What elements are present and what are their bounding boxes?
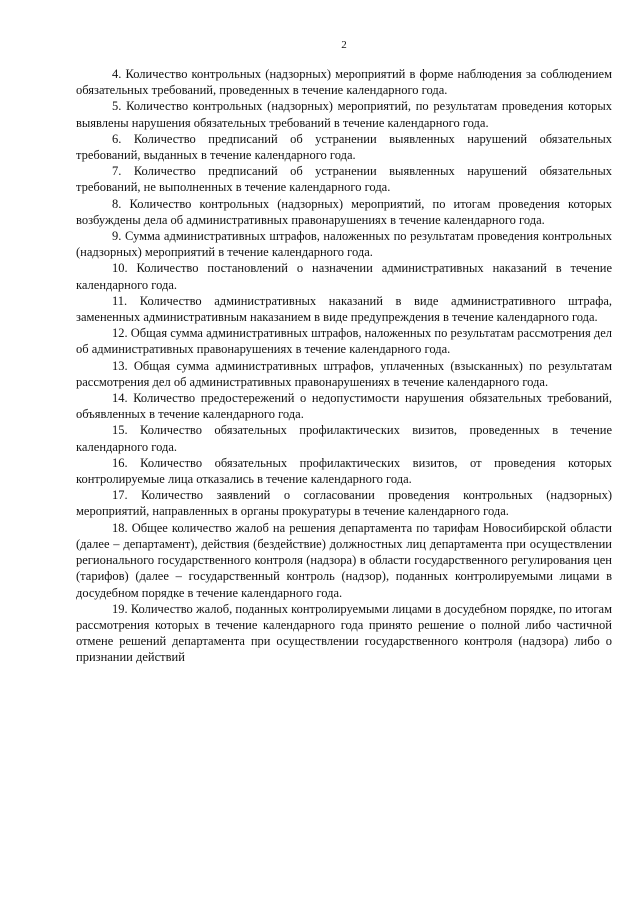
paragraph-item-14: 14. Количество предостережений о недопустимости нарушения обязательных требований, объявленных в течение календарного года. [76,391,612,422]
paragraph-item-17: 17. Количество заявлений о согласовании проведения контрольных (надзорных) мероприятий, направленных в органы прокуратуры в течение календарного года. [76,488,612,519]
paragraph-item-8: 8. Количество контрольных (надзорных) мероприятий, по итогам проведения которых возбуждены дела об административных правонарушениях в течение календарного года. [76,196,612,227]
paragraph-item-7: 7. Количество предписаний об устранении выявленных нарушений обязательных требований, не выполненных в течение календарного года. [76,164,612,195]
paragraph-item-4: 4. Количество контрольных (надзорных) мероприятий в форме наблюдения за соблюдением обязательных требований, проведенных в течение календарного года. [76,67,612,98]
paragraph-item-18: 18. Общее количество жалоб на решения департамента по тарифам Новосибирской области (далее – департамент), действия (бездействие) должностных лиц департамента при осуществлении регионального государственного контроля (надзора) в области государственного регулирования цен (тарифов) (далее – государственный контроль (надзор), поданных контролируемыми лицами в досудебном порядке в течение календарного года. [76,520,612,600]
paragraph-item-12: 12. Общая сумма административных штрафов, наложенных по результатам рассмотрения дел об административных правонарушениях в течение календарного года. [76,326,612,357]
paragraph-item-9: 9. Сумма административных штрафов, наложенных по результатам проведения контрольных (надзорных) мероприятий в течение календарного года. [76,229,612,260]
paragraph-item-15: 15. Количество обязательных профилактических визитов, проведенных в течение календарного года. [76,423,612,454]
paragraph-item-10: 10. Количество постановлений о назначении административных наказаний в течение календарного года. [76,261,612,292]
paragraph-item-16: 16. Количество обязательных профилактических визитов, от проведения которых контролируемые лица отказались в течение календарного года. [76,455,612,487]
paragraph-item-5: 5. Количество контрольных (надзорных) мероприятий, по результатам проведения которых выявлены нарушения обязательных требований в течение календарного года. [76,99,612,130]
paragraph-item-13: 13. Общая сумма административных штрафов, уплаченных (взысканных) по результатам рассмотрения дел об административных правонарушениях в течение календарного года. [76,358,612,389]
paragraph-item-19: 19. Количество жалоб, поданных контролируемыми лицами в досудебном порядке, по итогам рассмотрения которых в течение календарного года принято решение о полной либо частичной отмене решений департамента при осуществлении государственного контроля (надзора) либо о признании действий [76,601,612,665]
paragraph-item-11: 11. Количество административных наказаний в виде административного штрафа, замененных административным наказанием в виде предупреждения в течение календарного года. [76,293,612,325]
paragraph-item-6: 6. Количество предписаний об устранении выявленных нарушений обязательных требований, выданных в течение календарного года. [76,131,612,163]
page-number: 2 [341,39,347,51]
